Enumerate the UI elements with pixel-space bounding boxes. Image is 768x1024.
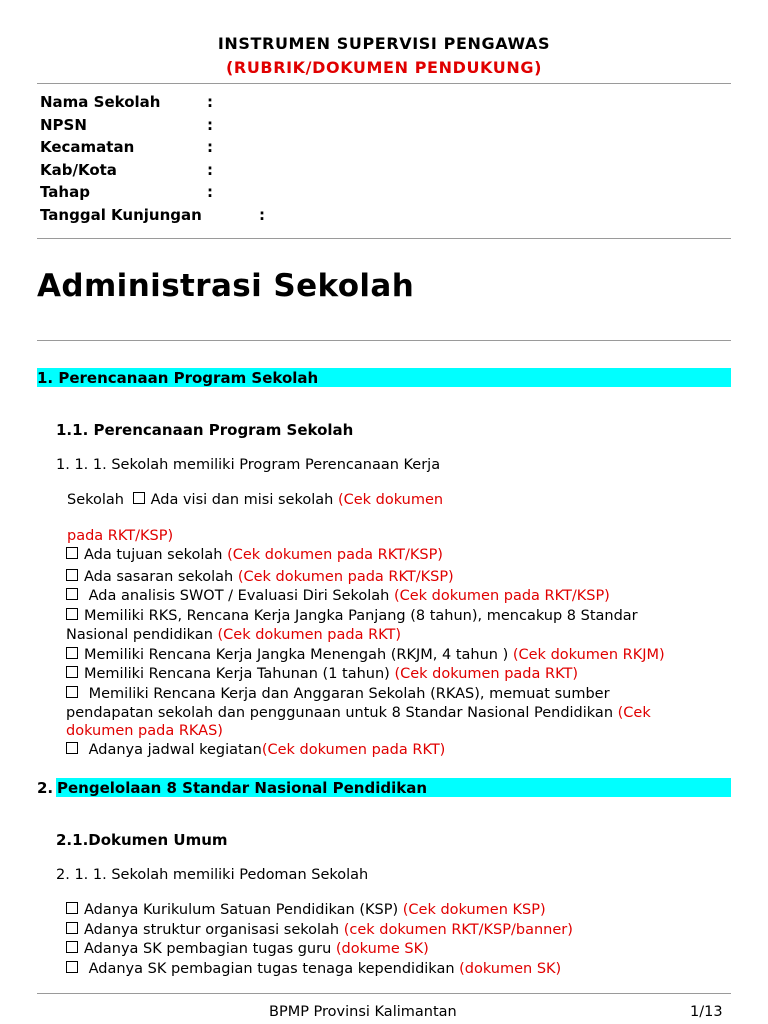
checklist-item xyxy=(66,922,573,938)
item-note: (Cek dokumen pada RKT) xyxy=(261,742,446,758)
checklist-item xyxy=(66,686,610,702)
item-text: Ada visi dan misi sekolah xyxy=(150,492,338,508)
checkbox[interactable] xyxy=(66,588,78,600)
item-text: Nasional pendidikan xyxy=(66,627,218,643)
divider xyxy=(37,238,731,239)
item-heading-2-1-1: 2. 1. 1. Sekolah memiliki Pedoman Sekolah xyxy=(56,867,369,883)
divider xyxy=(37,340,731,341)
item-text: Memiliki Rencana Kerja Tahunan (1 tahun) xyxy=(84,666,395,682)
page-number: 1/13 xyxy=(690,1004,723,1020)
item-text: pendapatan sekolah dan penggunaan untuk 8 Standar Nasional Pendidikan xyxy=(66,705,618,721)
item-text: Adanya struktur organisasi sekolah xyxy=(84,922,344,938)
field-label-nama-sekolah: Nama Sekolah xyxy=(40,93,161,111)
item-text: Ada tujuan sekolah xyxy=(84,547,228,563)
checklist-item xyxy=(66,647,665,663)
footer-organization: BPMP Provinsi Kalimantan xyxy=(269,1004,457,1020)
checklist-item xyxy=(66,941,429,957)
item-note: (Cek dokumen pada RKT/KSP) xyxy=(393,588,610,604)
checkbox[interactable] xyxy=(66,961,78,973)
checklist-item-continued xyxy=(66,627,401,643)
item-note: dokumen pada RKAS) xyxy=(66,723,223,739)
item-note: (Cek dokumen pada RKT) xyxy=(217,627,402,643)
checklist-item xyxy=(66,961,561,977)
item-text: Adanya SK pembagian tugas tenaga kependidikan xyxy=(84,961,460,977)
checkbox[interactable] xyxy=(66,647,78,659)
main-title: Administrasi Sekolah xyxy=(37,268,415,304)
item-note: (cek dokumen RKT/KSP/banner) xyxy=(343,922,573,938)
item-text: Memiliki RKS, Rencana Kerja Jangka Panjang (8 tahun), mencakup 8 Standar xyxy=(84,608,638,624)
checkbox[interactable] xyxy=(133,492,145,504)
item-note: (Cek dokumen pada RKT/KSP) xyxy=(237,569,454,585)
checklist-item xyxy=(66,547,443,563)
item-text: Memiliki Rencana Kerja Jangka Menengah (RKJM, 4 tahun ) xyxy=(84,647,513,663)
item-note: (dokumen SK) xyxy=(459,961,562,977)
checkbox[interactable] xyxy=(66,569,78,581)
field-colon: : xyxy=(207,161,213,179)
checkbox[interactable] xyxy=(66,941,78,953)
checkbox[interactable] xyxy=(66,686,78,698)
item-note: (Cek dokumen RKJM) xyxy=(512,647,665,663)
section-number-2: 2. xyxy=(37,779,54,797)
field-label-kab-kota: Kab/Kota xyxy=(40,161,117,179)
checklist-item xyxy=(66,569,454,585)
field-colon: : xyxy=(207,183,213,201)
checkbox[interactable] xyxy=(66,547,78,559)
item-text: Adanya jadwal kegiatan xyxy=(84,742,262,758)
section-heading-1: 1. Perencanaan Program Sekolah xyxy=(37,369,319,387)
item-note: pada RKT/KSP) xyxy=(67,528,174,544)
item-note: (Cek dokumen pada RKT) xyxy=(394,666,578,682)
checklist-item xyxy=(66,588,610,604)
checklist-item xyxy=(66,902,546,918)
item-heading-1-1-1: 1. 1. 1. Sekolah memiliki Program Perencanaan Kerja xyxy=(56,457,441,473)
field-colon: : xyxy=(207,138,213,156)
checklist-item xyxy=(66,608,638,624)
subsection-heading-2-1: 2.1.Dokumen Umum xyxy=(56,831,228,849)
field-colon: : xyxy=(207,116,213,134)
checkbox[interactable] xyxy=(66,922,78,934)
subsection-heading-1-1: 1.1. Perencanaan Program Sekolah xyxy=(56,421,354,439)
item-note: (Cek dokumen KSP) xyxy=(402,902,546,918)
checklist-item xyxy=(66,742,445,758)
field-label-npsn: NPSN xyxy=(40,116,87,134)
field-label-kecamatan: Kecamatan xyxy=(40,138,135,156)
checklist-item xyxy=(67,492,443,508)
item-note: (Cek dokumen xyxy=(337,492,444,508)
field-label-tanggal-kunjungan: Tanggal Kunjungan xyxy=(40,206,202,224)
checklist-item xyxy=(66,666,578,682)
divider xyxy=(37,83,731,84)
checklist-item-continued xyxy=(66,705,651,721)
item-text: Ada sasaran sekolah xyxy=(84,569,238,585)
field-label-tahap: Tahap xyxy=(40,183,90,201)
checkbox[interactable] xyxy=(66,608,78,620)
checkbox[interactable] xyxy=(66,666,78,678)
item-text: Adanya SK pembagian tugas guru xyxy=(84,941,336,957)
item-prefix: Sekolah xyxy=(67,492,124,508)
item-note: (dokume SK) xyxy=(335,941,429,957)
field-colon: : xyxy=(259,206,265,224)
item-note: (Cek xyxy=(617,705,651,721)
item-text: Adanya Kurikulum Satuan Pendidikan (KSP) xyxy=(84,902,403,918)
checkbox[interactable] xyxy=(66,742,78,754)
footer-divider xyxy=(37,993,731,994)
item-text: Ada analisis SWOT / Evaluasi Diri Sekolah xyxy=(84,588,394,604)
section-heading-2: Pengelolaan 8 Standar Nasional Pendidikan xyxy=(57,779,427,797)
item-text: Memiliki Rencana Kerja dan Anggaran Sekolah (RKAS), memuat sumber xyxy=(84,686,610,702)
item-note: (Cek dokumen pada RKT/KSP) xyxy=(227,547,443,563)
checkbox[interactable] xyxy=(66,902,78,914)
document-title: INSTRUMEN SUPERVISI PENGAWAS xyxy=(217,34,551,53)
field-colon: : xyxy=(207,93,213,111)
document-subtitle: (RUBRIK/DOKUMEN PENDUKUNG) xyxy=(225,58,542,77)
